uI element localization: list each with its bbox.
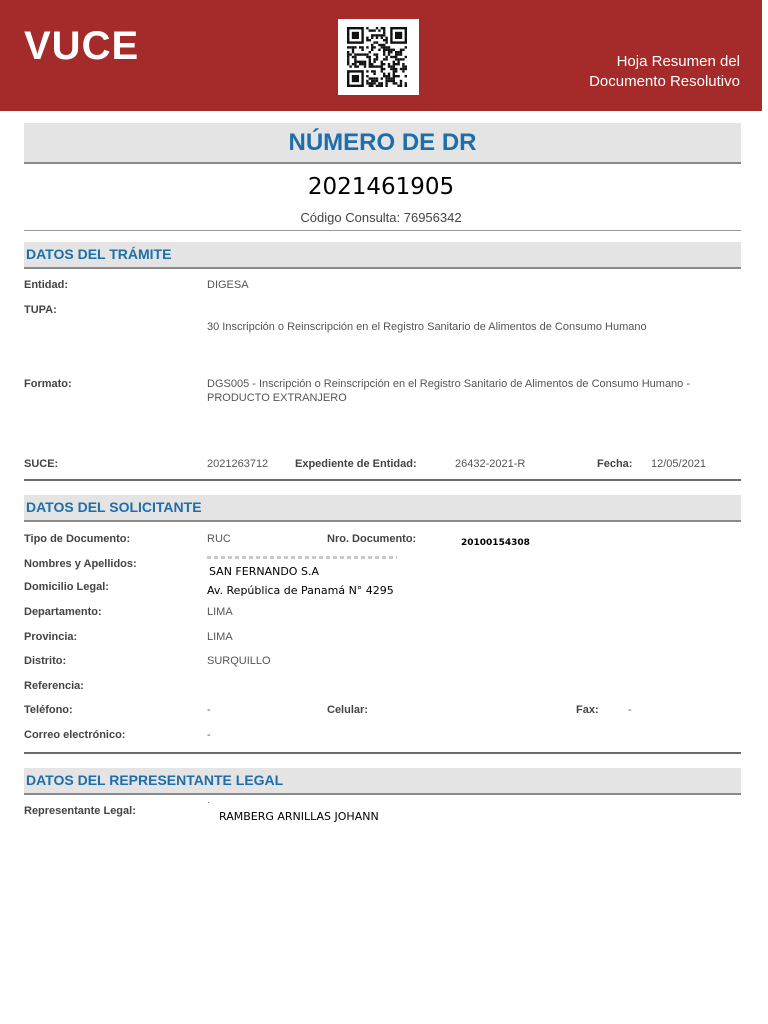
document-title-line2: Documento Resolutivo — [589, 73, 740, 90]
dr-heading-band — [24, 123, 741, 164]
correo-value: - — [207, 729, 211, 741]
celular-label: Celular: — [327, 704, 368, 716]
nro-documento-value: 20100154308 — [461, 538, 530, 548]
divider — [24, 479, 741, 481]
entidad-label: Entidad: — [24, 279, 68, 291]
qr-code-icon — [347, 27, 409, 87]
entidad-value: DIGESA — [207, 279, 249, 291]
distrito-label: Distrito: — [24, 655, 67, 667]
representante-value: RAMBERG ARNILLAS JOHANN — [219, 810, 379, 823]
provincia-value: LIMA — [207, 631, 233, 643]
representante-label: Representante Legal: — [24, 805, 136, 817]
fax-value: - — [628, 704, 632, 716]
formato-label: Formato: — [24, 378, 72, 390]
distrito-value: SURQUILLO — [207, 655, 271, 667]
telefono-value: - — [207, 704, 211, 716]
expediente-label: Expediente de Entidad: — [295, 458, 417, 470]
fax-label: Fax: — [576, 704, 599, 716]
domicilio-value: Av. República de Panamá N° 4295 — [207, 584, 394, 597]
vuce-logo: VUCE — [24, 24, 140, 68]
referencia-label: Referencia: — [24, 680, 84, 692]
section-representante — [24, 768, 741, 795]
codigo-consulta: Código Consulta: 76956342 — [300, 210, 462, 225]
section-tramite-heading: DATOS DEL TRÁMITE — [26, 246, 172, 262]
departamento-value: LIMA — [207, 606, 233, 618]
tipo-documento-label: Tipo de Documento: — [24, 533, 131, 545]
section-solicitante-heading: DATOS DEL SOLICITANTE — [26, 499, 202, 515]
overwritten-text-mark — [207, 556, 397, 559]
header-bar — [0, 0, 762, 111]
nro-documento-label: Nro. Documento: — [327, 533, 417, 545]
fecha-label: Fecha: — [597, 458, 633, 470]
section-solicitante — [24, 495, 741, 522]
domicilio-label: Domicilio Legal: — [24, 581, 109, 593]
divider — [24, 752, 741, 754]
suce-value: 2021263712 — [207, 458, 269, 470]
section-representante-heading: DATOS DEL REPRESENTANTE LEGAL — [26, 772, 284, 788]
dr-heading: NÚMERO DE DR — [288, 129, 477, 156]
correo-label: Correo electrónico: — [24, 729, 126, 741]
expediente-value: 26432-2021-R — [455, 458, 526, 470]
dr-number: 2021461905 — [307, 174, 455, 200]
provincia-label: Provincia: — [24, 631, 78, 643]
tipo-documento-value: RUC — [207, 533, 231, 545]
representante-mark: · — [207, 797, 210, 807]
document-title-line1: Hoja Resumen del — [616, 53, 740, 70]
fecha-value: 12/05/2021 — [651, 458, 707, 470]
suce-label: SUCE: — [24, 458, 59, 470]
nombres-label: Nombres y Apellidos: — [24, 558, 137, 570]
divider — [24, 230, 741, 231]
tupa-value: 30 Inscripción o Reinscripción en el Registro Sanitario de Alimentos de Consumo Humano — [207, 321, 647, 333]
nombres-value: SAN FERNANDO S.A — [209, 565, 319, 578]
qr-code — [338, 19, 419, 95]
formato-value: DGS005 - Inscripción o Reinscripción en el Registro Sanitario de Alimentos de Consumo Humano - PRODUCTO EXTRANJERO — [207, 378, 691, 404]
telefono-label: Teléfono: — [24, 704, 73, 716]
tupa-label: TUPA: — [24, 304, 57, 316]
section-tramite — [24, 242, 741, 269]
departamento-label: Departamento: — [24, 606, 102, 618]
document-title — [589, 52, 740, 92]
